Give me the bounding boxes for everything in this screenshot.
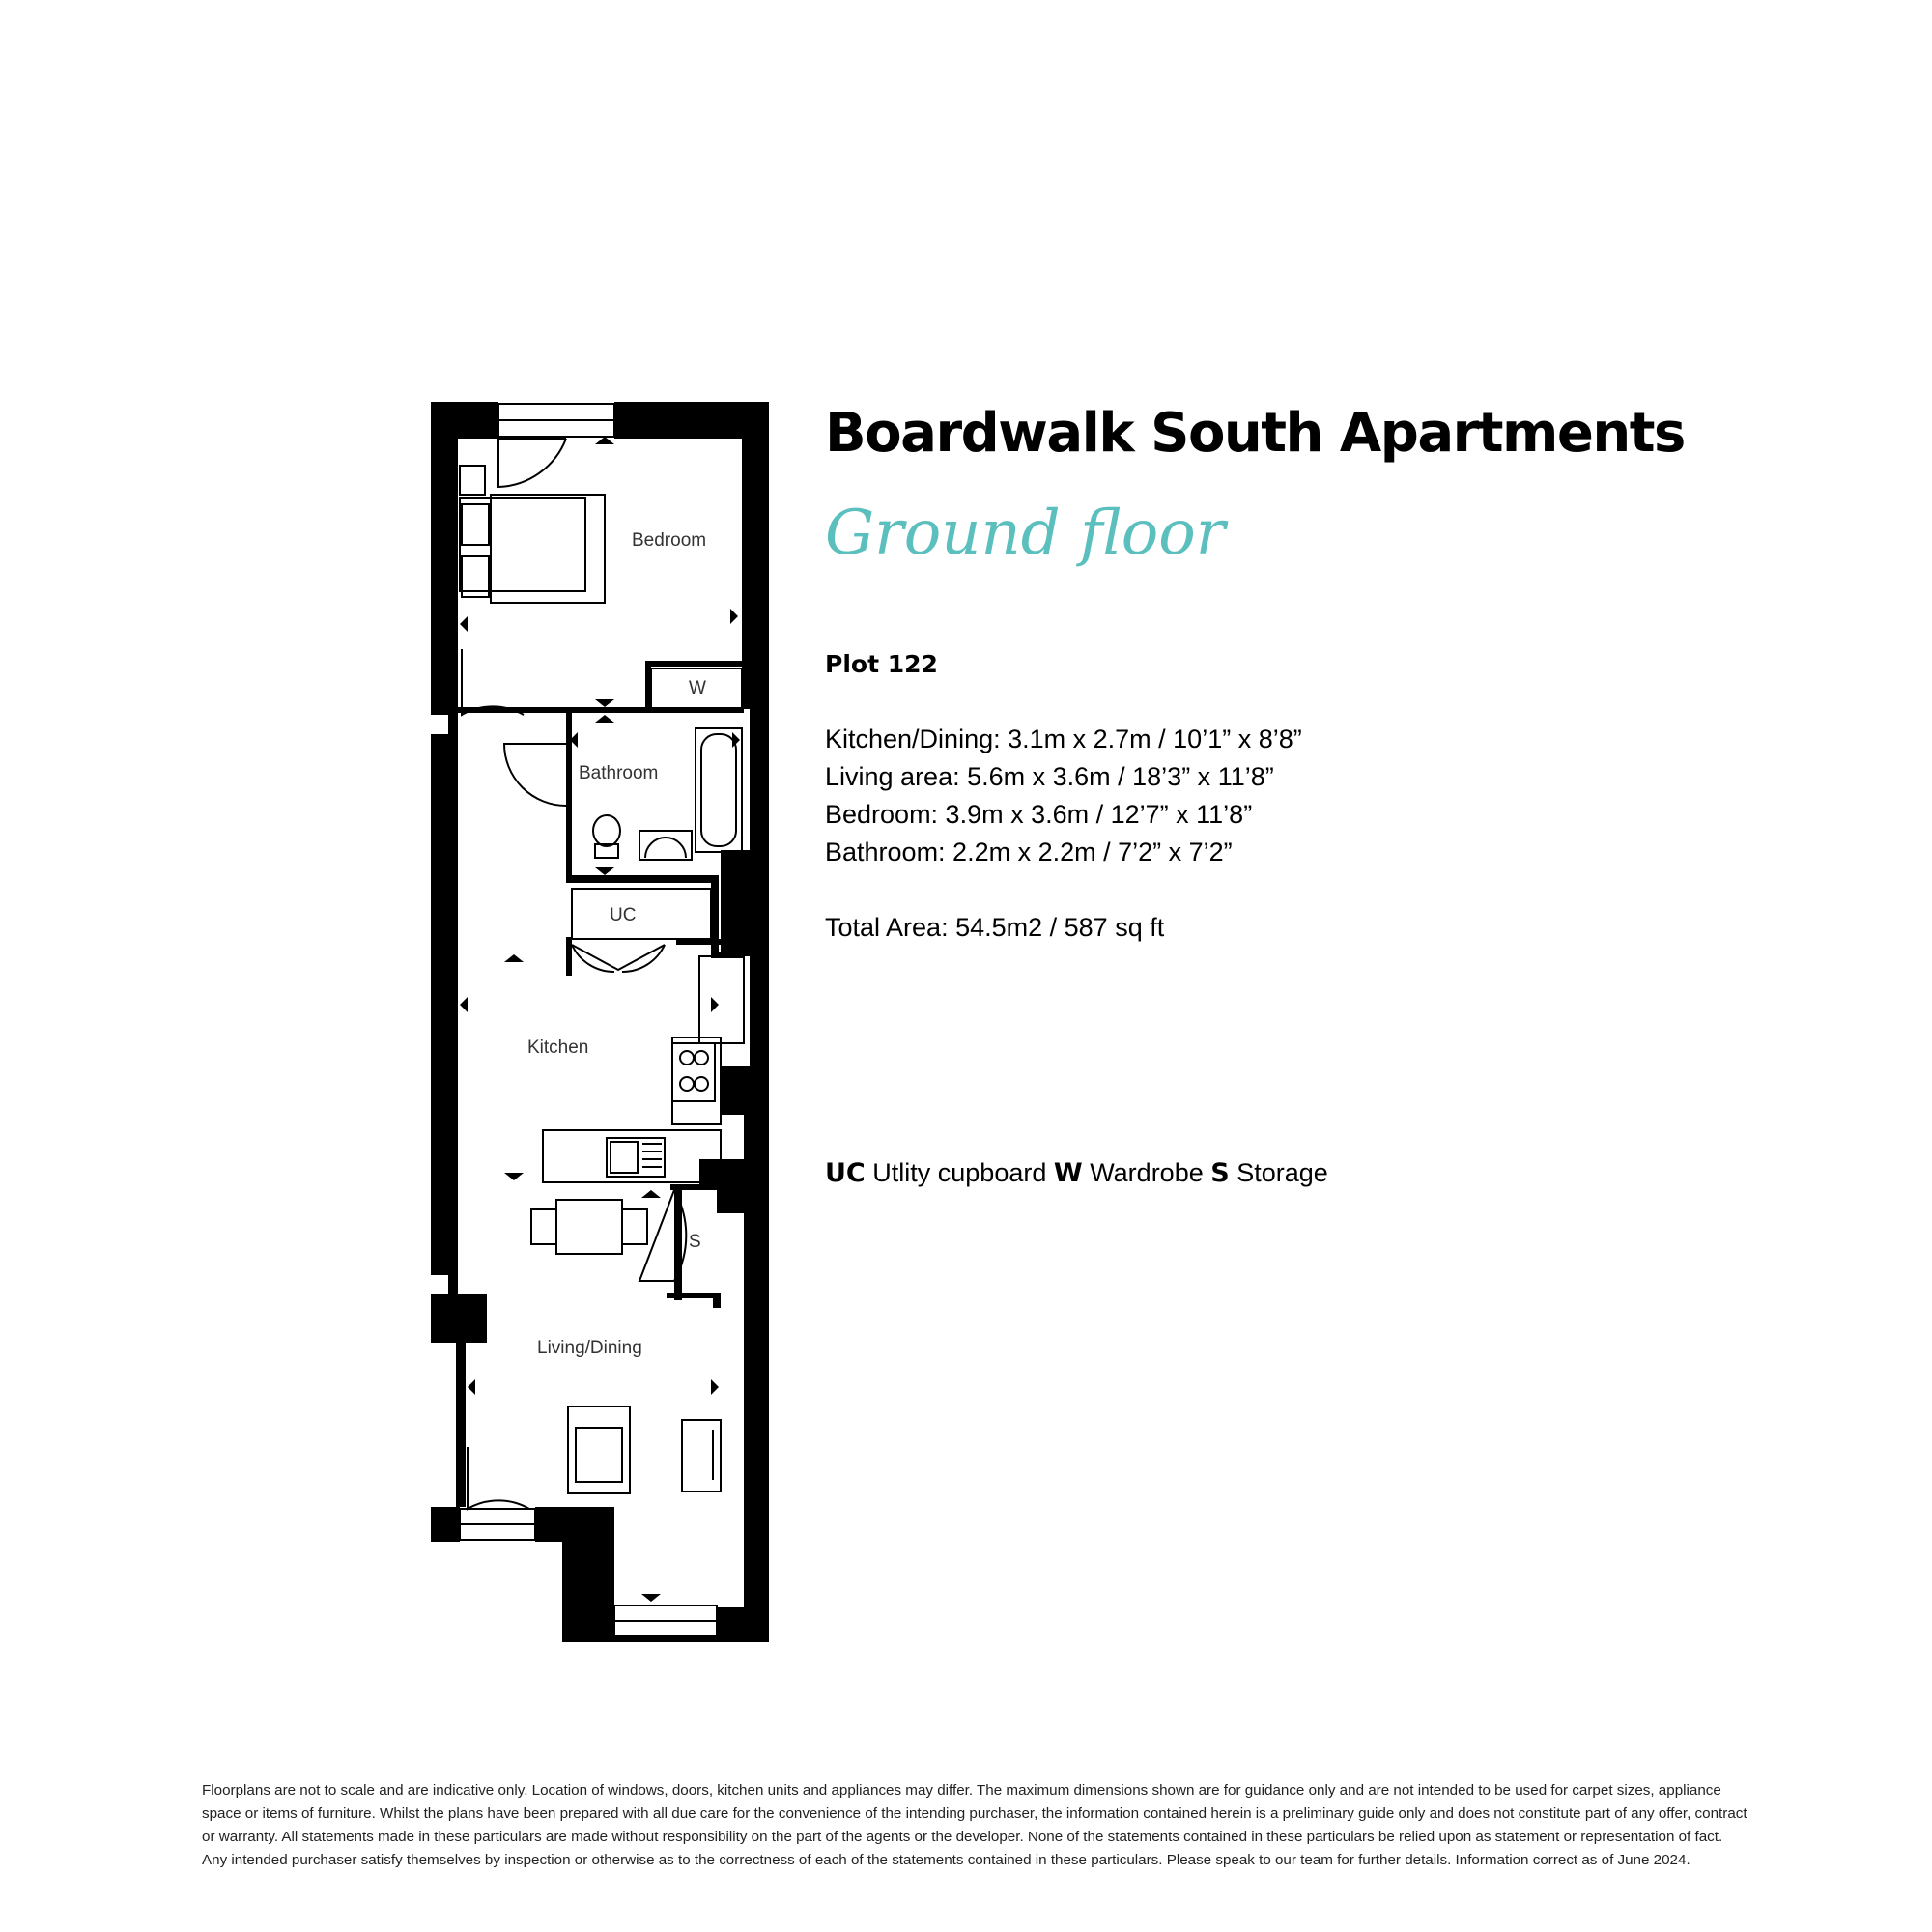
legend-w-abbr: W <box>1053 1158 1083 1188</box>
legend-uc-text: Utlity cupboard <box>872 1158 1047 1187</box>
floor-subtitle: Ground floor <box>825 497 1226 569</box>
dimension-living-area: Living area: 5.6m x 3.6m / 18’3” x 11’8” <box>825 762 1274 791</box>
dimension-bedroom: Bedroom: 3.9m x 3.6m / 12’7” x 11’8” <box>825 800 1253 829</box>
room-dimensions <box>825 721 1302 947</box>
label-storage: S <box>689 1232 701 1252</box>
label-living-dining: Living/Dining <box>537 1338 642 1358</box>
page-title: Boardwalk South Apartments <box>825 402 1685 465</box>
label-wardrobe: W <box>689 678 706 698</box>
plan-legend <box>825 1158 1328 1188</box>
dimension-bathroom: Bathroom: 2.2m x 2.2m / 7’2” x 7’2” <box>825 838 1233 867</box>
windows <box>460 404 717 1636</box>
plot-number: Plot 122 <box>825 650 938 678</box>
label-kitchen: Kitchen <box>527 1037 589 1058</box>
label-utility-cupboard: UC <box>610 905 637 925</box>
legend-w-text: Wardrobe <box>1090 1158 1204 1187</box>
dimension-kitchen-dining: Kitchen/Dining: 3.1m x 2.7m / 10’1” x 8’8” <box>825 724 1302 753</box>
disclaimer-text: Floorplans are not to scale and are indicative only. Location of windows, doors, kitchen units and appliances may differ. The maximum dimensions shown are for guidance only and are not intended to be used for carpet sizes, appliance space or items of furniture. Whilst the plans have been prepared with all due care for the convenience of the intending purchaser, the information contained herein is a preliminary guide only and does not constitute part of any offer, contract or warranty. All statements made in these particulars are made without responsibility on the part of the agents or the developer. None of the statements contained in these particulars be relied upon as statement or representation of fact. Any intended purchaser satisfy themselves by inspection or otherwise as to the correctness of each of the statements contained in these particulars. Please speak to our team for further details. Information correct as of June 2024. <box>202 1782 1747 1868</box>
legend-s-text: Storage <box>1236 1158 1328 1187</box>
label-bathroom: Bathroom <box>579 763 659 783</box>
total-area: Total Area: 54.5m2 / 587 sq ft <box>825 913 1165 942</box>
label-bedroom: Bedroom <box>632 530 707 551</box>
exterior-walls <box>431 402 769 1642</box>
legend-uc-abbr: UC <box>825 1158 866 1188</box>
legend-s-abbr: S <box>1210 1158 1230 1188</box>
